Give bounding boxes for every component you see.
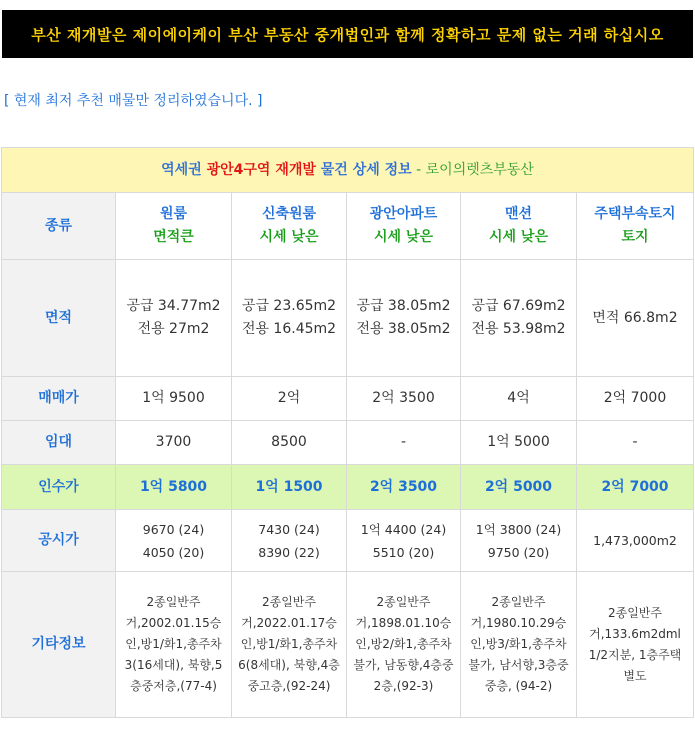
table-row-etc	[2, 572, 694, 718]
area-cell: 공급 38.05m2 전용 38.05m2	[347, 260, 461, 377]
table-row-official	[2, 510, 694, 572]
official-cell: 1,473,000m2	[577, 510, 694, 572]
row-label-takeover: 인수가	[2, 465, 116, 510]
table-row-takeover	[2, 465, 694, 510]
takeover-cell: 2억 3500	[347, 465, 461, 510]
sale-cell: 2억 7000	[577, 377, 694, 421]
rent-cell: -	[347, 421, 461, 465]
etc-cell: 2종일반주거,133.6m2dml 1/2지분, 1층주택 별도	[577, 572, 694, 718]
table-row-area	[2, 260, 694, 377]
table-caption: 역세권 광안4구역 재개발 물건 상세 정보 - 로이의렛츠부동산	[2, 148, 694, 193]
table-row-rent	[2, 421, 694, 465]
sale-cell: 1억 9500	[116, 377, 232, 421]
area-cell: 공급 23.65m2 전용 16.45m2	[232, 260, 347, 377]
sale-cell: 2억	[232, 377, 347, 421]
rent-cell: 1억 5000	[461, 421, 577, 465]
type-cell: 원룸 면적큰	[116, 193, 232, 260]
official-cell: 9670 (24) 4050 (20)	[116, 510, 232, 572]
table-row-sale	[2, 377, 694, 421]
takeover-cell: 1억 5800	[116, 465, 232, 510]
area-cell: 공급 34.77m2 전용 27m2	[116, 260, 232, 377]
row-label-sale: 매매가	[2, 377, 116, 421]
official-cell: 7430 (24) 8390 (22)	[232, 510, 347, 572]
sale-cell: 4억	[461, 377, 577, 421]
rent-cell: 8500	[232, 421, 347, 465]
caption-highlight: 광안4구역 재개발	[206, 161, 316, 178]
takeover-cell: 1억 1500	[232, 465, 347, 510]
type-cell: 신축원룸 시세 낮은	[232, 193, 347, 260]
table-row-type	[2, 193, 694, 260]
official-cell: 1억 4400 (24) 5510 (20)	[347, 510, 461, 572]
top-banner	[2, 10, 693, 58]
type-cell: 광안아파트 시세 낮은	[347, 193, 461, 260]
type-cell: 맨션 시세 낮은	[461, 193, 577, 260]
row-label-type: 종류	[2, 193, 116, 260]
row-label-etc: 기타정보	[2, 572, 116, 718]
type-cell: 주택부속토지 토지	[577, 193, 694, 260]
caption-agent: 로이의렛츠부동산	[425, 161, 534, 178]
etc-cell: 2종일반주거,1898.01.10승인,방2/화1,총주차불가, 남동향,4층중2층,(92-3)	[347, 572, 461, 718]
official-cell: 1억 3800 (24) 9750 (20)	[461, 510, 577, 572]
area-cell: 공급 67.69m2 전용 53.98m2	[461, 260, 577, 377]
row-label-rent: 임대	[2, 421, 116, 465]
rent-cell: 3700	[116, 421, 232, 465]
etc-cell: 2종일반주거,1980.10.29승인,방3/화1,총주차불가, 남서향,3층중중층, (94-2)	[461, 572, 577, 718]
row-label-official: 공시가	[2, 510, 116, 572]
etc-cell: 2종일반주거,2022.01.17승인,방1/화1,총주차6(8세대), 북향,4층중고층,(92-24)	[232, 572, 347, 718]
table-caption-row	[2, 148, 694, 193]
banner-text: 부산 재개발은 제이에이케이 부산 부동산 중개법인과 함께 정확하고 문제 없는 거래 하십시오	[31, 25, 664, 44]
etc-cell: 2종일반주거,2002.01.15승인,방1/화1,총주차3(16세대), 북향,5층중저층,(77-4)	[116, 572, 232, 718]
property-table	[1, 147, 694, 718]
area-cell: 면적 66.8m2	[577, 260, 694, 377]
rent-cell: -	[577, 421, 694, 465]
takeover-cell: 2억 5000	[461, 465, 577, 510]
takeover-cell: 2억 7000	[577, 465, 694, 510]
sale-cell: 2억 3500	[347, 377, 461, 421]
row-label-area: 면적	[2, 260, 116, 377]
notice-text: [ 현재 최저 추천 매물만 정리하였습니다. ]	[4, 93, 263, 109]
